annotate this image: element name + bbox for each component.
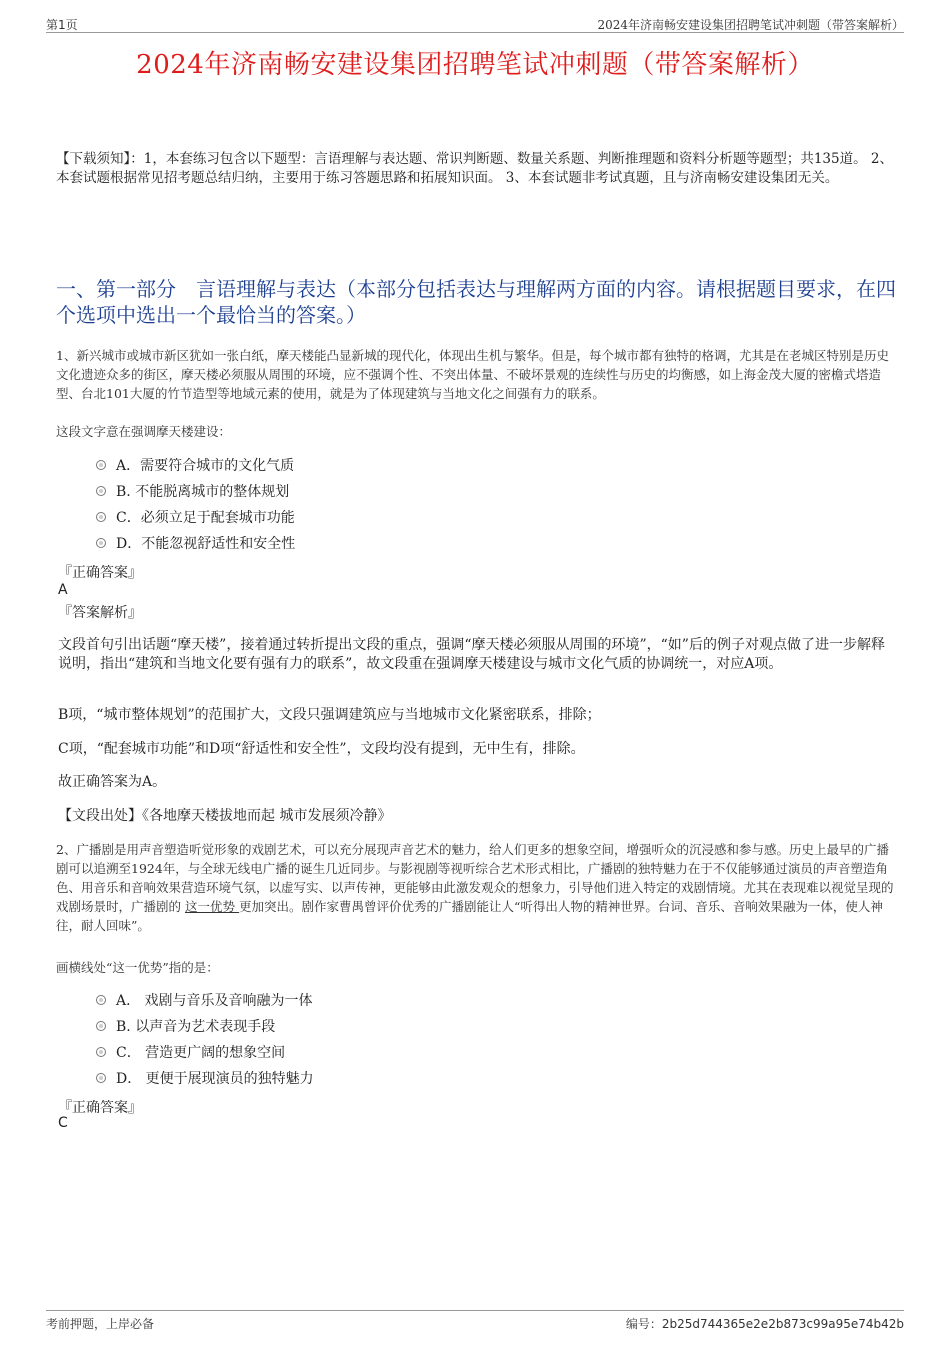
analysis-paragraph: 文段首句引出话题“摩天楼”，接着通过转折提出文段的重点，强调“摩天楼必须服从周围的环境”，“如”后的例子对观点做了进一步解释说明，指出“建筑和当地文化要有强有力的联系”，故文段重在强调摩天楼建设与城市文化气质的协调统一，对应A项。 [58,637,885,672]
option-c[interactable]: C． 营造更广阔的想象空间 [96,1039,314,1065]
question-2-stem: 画横线处“这一优势”指的是： [56,960,219,975]
option-b[interactable]: B. 不能脱离城市的整体规划 [96,478,295,504]
page-number: 第1页 [46,18,78,32]
radio-icon[interactable] [96,1021,106,1031]
question-1-options [96,452,295,556]
document-id: 编号：2b25d744365e2e2b873c99a95e74b42b [625,1317,904,1331]
document-code: 2b25d744365e2e2b873c99a95e74b42b [661,1317,904,1331]
source-citation: 【文段出处】《各地摩天楼拔地而起 城市发展须冷静》 [58,808,392,824]
correct-answer: A [58,582,68,598]
radio-icon[interactable] [96,512,106,522]
analysis-conclusion: 故正确答案为A。 [58,774,167,790]
section-title: 一、第一部分 言语理解与表达（本部分包括表达与理解两方面的内容。请根据题目要求，在四个选项中选出一个最恰当的答案。） [56,277,896,327]
page-footer [46,1310,904,1331]
analysis-paragraph: B项，“城市整体规划”的范围扩大，文段只强调建筑应与当地城市文化紧密联系，排除； [58,707,601,723]
page-title: 2024年济南畅安建设集团招聘笔试冲刺题（带答案解析） [136,50,814,80]
option-c[interactable]: C．必须立足于配套城市功能 [96,504,295,530]
option-d[interactable]: D． 更便于展现演员的独特魅力 [96,1065,314,1091]
radio-icon[interactable] [96,1073,106,1083]
answer-label: 『正确答案』 [58,565,142,581]
radio-icon[interactable] [96,995,106,1005]
radio-icon[interactable] [96,538,106,548]
radio-icon[interactable] [96,1047,106,1057]
footer-slogan: 考前押题，上岸必备 [46,1317,155,1331]
question-2-options [96,987,314,1091]
correct-answer: C [58,1115,68,1131]
question-2-text: 2、广播剧是用声音塑造听觉形象的戏剧艺术，可以充分展现声音艺术的魅力，给人们更多的想象空间，增强听众的沉浸感和参与感。历史上最早的广播剧可以追溯至1924年，与全球无线电广播的诞生几近同步。与影视剧等视听综合艺术形式相比，广播剧的独特魅力在于不仅能够通过演员的声音塑造角色、用音乐和音响效果营造环境气氛，以虚写实、以声传神，更能够由此激发观众的想象力，引导他们进入特定的戏剧情境。尤其在表现难以视觉呈现的戏剧场景时，广播剧的 这一优势 更加突出。剧作家曹禺曾评价优秀的广播剧能让人“听得出人物的精神世界。台词、音乐、音响效果融为一体，使人神往，耐人回味”。 [56,842,894,933]
radio-icon[interactable] [96,460,106,470]
answer-label: 『正确答案』 [58,1100,142,1116]
analysis-label: 『答案解析』 [58,605,142,621]
question-1-stem: 这段文字意在强调摩天楼建设： [56,424,232,439]
page-header [46,14,904,33]
option-a[interactable]: A． 戏剧与音乐及音响融为一体 [96,987,314,1013]
underlined-phrase: 这一优势 [184,899,239,914]
option-d[interactable]: D．不能忽视舒适性和安全性 [96,530,295,556]
option-b[interactable]: B. 以声音为艺术表现手段 [96,1013,314,1039]
analysis-paragraph: C项，“配套城市功能”和D项“舒适性和安全性”，文段均没有提到，无中生有，排除。 [58,741,585,757]
download-notice: 【下载须知】：1，本套练习包含以下题型：言语理解与表达题、常识判断题、数量关系题、判断推理题和资料分析题等题型；共135道。 2、本套试题根据常见招考题总结归纳，主要用于练习答题思路和拓展知识面。 3、本套试题非考试真题，且与济南畅安建设集团无关。 [56,151,893,186]
option-a[interactable]: A．需要符合城市的文化气质 [96,452,295,478]
question-1-text: 1、新兴城市或城市新区犹如一张白纸，摩天楼能凸显新城的现代化，体现出生机与繁华。但是，每个城市都有独特的格调，尤其是在老城区特别是历史文化遗迹众多的街区，摩天楼必须服从周围的环境，应不强调个性、不突出体量、不破坏景观的连续性与历史的均衡感，如上海金茂大厦的密檐式塔造型、台北101大厦的竹节造型等地域元素的使用，就是为了体现建筑与当地文化之间强有力的联系。 [56,348,889,401]
header-doc-title: 2024年济南畅安建设集团招聘笔试冲刺题（带答案解析） [597,18,904,32]
radio-icon[interactable] [96,486,106,496]
